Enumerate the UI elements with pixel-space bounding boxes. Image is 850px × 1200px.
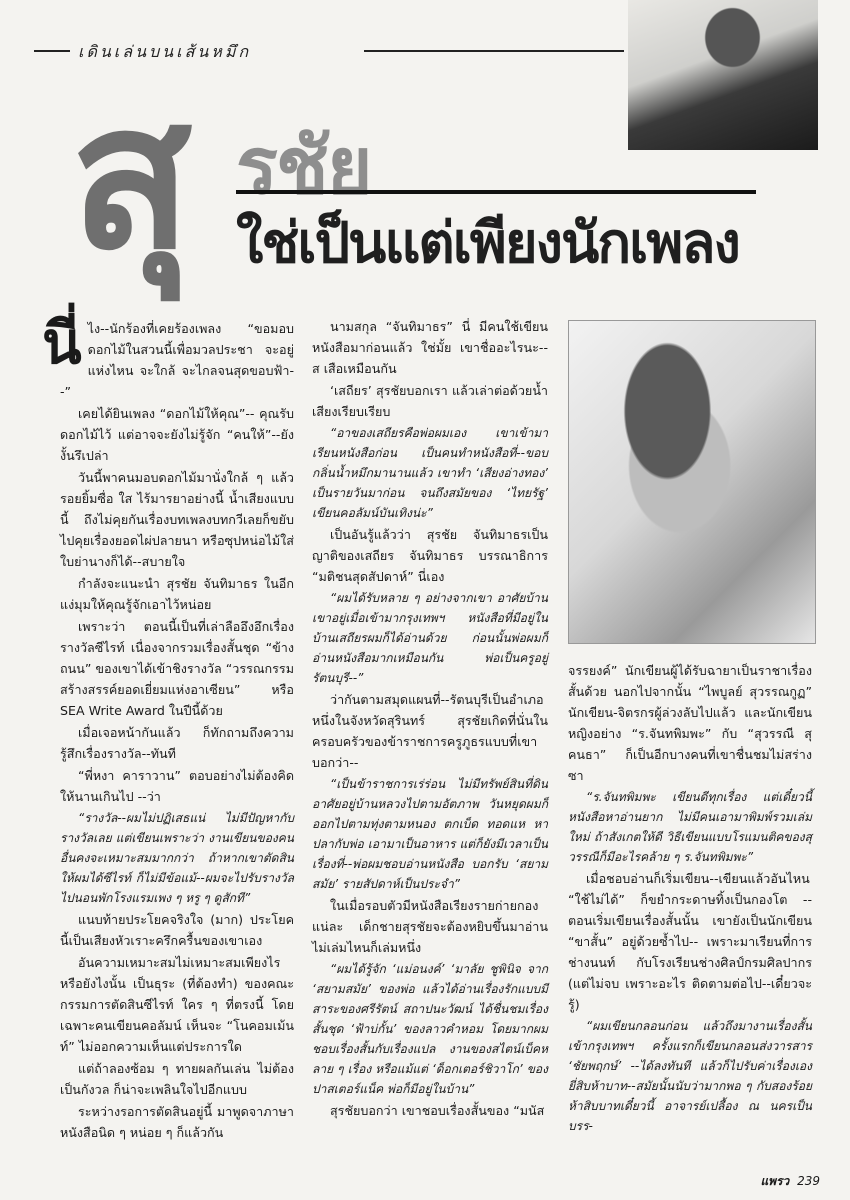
paragraph: ระหว่างรอการตัดสินอยู่นี้ มาพูดจาภาษาหนังสือนิด ๆ หน่อย ๆ ก็แล้วกัน [60, 1104, 294, 1140]
paragraph: เมื่อชอบอ่านก็เริ่มเขียน--เขียนแล้วอันไหน “ใช้ไม่ได้” ก็ขยำกระดาษทิ้งเป็นกองโต --ตอนเริ่มเขียนเรื่องสั้นนั้น เขายังเป็นนักเขียน “ขาสั้น” อยู่ด้วยซ้ำไป-- เพราะมาเรียนที่การช่างนนท์ กับโรงเรียนช่างศิลป์กรมศิลปากร (แต่ไม่จบ เพราะอะไร ติดตามต่อไป--เดี๋ยวจะรู้) [568, 871, 812, 1012]
quote-paragraph: “ร.จันทพิมพะ เขียนดีทุกเรื่อง แต่เดี๋ยวนี้หนังสือหาอ่านยาก ไม่มีคนเอามาพิมพ์รวมเล่มใหม่ ถ้าสังเกตให้ดี วิธีเขียนแบบโรแมนติคของสุวรรณีก็มีอะไรคล้าย ๆ ร.จันทพิมพะ” [568, 790, 812, 864]
title-line-1: รชัย [236, 122, 371, 212]
quote-paragraph: “อาของเสถียรคือพ่อผมเอง เขาเข้ามาเรียนหนังสือก่อน เป็นคนทำหนังสือที่--ขอบกลิ่นน้ำหมึกมานานแล้ว เขาทำ ‘เสียงอ่างทอง’ เป็นรายวันมาก่อน จนถึงสมัยของ ‘ไทยรัฐ’ เขียนคอลัมน์บันเทิงน่ะ” [312, 426, 548, 520]
paragraph: เพราะว่า ตอนนี้เป็นที่เล่าลืออึงอึกเรื่องรางวัลซีไรท์ เนื่องจากรวมเรื่องสั้นชุด “ข้างถนน” ของเขาได้เข้าชิงรางวัล “วรรณกรรมสร้างสรรค์ยอดเยี่ยมแห่งอาเซียน” หรือ SEA Write Award ในปีนี้ด้วย [60, 619, 294, 718]
paragraph: นามสกุล “จันทิมาธร” นี่ มีคนใช้เขียนหนังสือมาก่อนแล้ว ใช่มั้ย เขาชื่ออะไรนะ-- ส เสือเหมือนกัน [312, 319, 548, 376]
paragraph: เมื่อเจอหน้ากันแล้ว ก็ทักถามถึงความรู้สึกเรื่องรางวัล--ทันที [60, 725, 294, 761]
page-number: 239 [797, 1174, 820, 1188]
drop-cap: นี่ [42, 309, 82, 377]
paragraph: ว่ากันตามสมุดแผนที่--รัตนบุรีเป็นอำเภอหนึ่งในจังหวัดสุรินทร์ สุรชัยเกิดที่นั่นในครอบครัวของข้าราชการครูภูธรแบบที่เขาบอกว่า-- [312, 692, 548, 770]
title-rule [236, 190, 756, 194]
title-line-2: ใช่เป็นแต่เพียงนักเพลง [236, 211, 739, 276]
kicker-rule-left [34, 50, 70, 52]
column-kicker: เดินเล่นบนเส้นหมึก [78, 42, 252, 61]
paragraph: อันความเหมาะสมไม่เหมาะสมเพียงไรหรือยังไงนั้น เป็นธุระ (ที่ต้องทำ) ของคณะกรรมการตัดสินซีไรท์ ใคร ๆ ที่ตรงนี้ โดยเฉพาะคนเขียนคอลัมน์ เห็นจะ “โนคอมเม้นท์” ไม่ออกความเห็นแต่ประการใด [60, 955, 294, 1054]
title-big-letter: สุ [70, 61, 187, 294]
paragraph: วันนี้พาคนมอบดอกไม้มานั่งใกล้ ๆ แล้ว รอยยิ้มซื่อ ใส ไร้มารยาอย่างนี้ น้ำเสียงแบบนี้ ถึงไม่คุยกันเรื่องบทเพลงบทกวีเลยก็ขยับไปคุยเรื่องยอดไผ่ปลายนา หรือซุปหน่อไม้ใส่ใบย่านางก็ได้--สบายใจ [60, 470, 294, 569]
article-column-2 [312, 316, 548, 1122]
paragraph: ไง--นักร้องที่เคยร้องเพลง “ขอมอบดอกไม้ในสวนนี้เพื่อมวลประชา จะอยู่แห่งไหน จะใกล้ จะไกลจนสุดขอบฟ้า--” [60, 321, 294, 399]
magazine-name: แพรว [760, 1174, 790, 1188]
quote-paragraph: “ผมได้รับหลาย ๆ อย่างจากเขา อาศัยบ้านเขาอยู่เมื่อเข้ามากรุงเทพฯ หนังสือที่มีอยู่ในบ้านเสถียรผมก็ได้อ่านด้วย ก่อนนั้นพ่อผมก็อ่านหนังสือมากเหมือนกัน พ่อเป็นครูอยู่รัตนบุรี--” [312, 591, 548, 685]
paragraph: เป็นอันรู้แล้วว่า สุรชัย จันทิมาธรเป็นญาติของเสถียร จันทิมาธร บรรณาธิการ “มติชนสุดสัปดาห์” นี่เอง [312, 527, 548, 584]
quote-paragraph: “เป็นข้าราชการเร่ร่อน ไม่มีทรัพย์สินที่ดิน อาศัยอยู่บ้านหลวงไปตามอัตภาพ วันหยุดผมก็ออกไปตามทุ่งตามหนอง ตกเบ็ด ทอดแห หาปลากับพ่อ เอามาเป็นอาหาร แต่ก็ยังมีเวลาเป็นเรื่องที่--พ่อผมชอบอ่านหนังสือ บอกรับ ‘สยามสมัย’ รายสัปดาห์เป็นประจำ” [312, 777, 548, 891]
paragraph: กำลังจะแนะนำ สุรชัย จันทิมาธร ในอีกแง่มุมให้คุณรู้จักเอาไว้หน่อย [60, 576, 294, 612]
article-column-3 [568, 660, 812, 1137]
quote-paragraph: “ผมเขียนกลอนก่อน แล้วถึงมางานเรื่องสั้น เข้ากรุงเทพฯ ครั้งแรกก็เขียนกลอนส่งวารสาร ‘ชัยพฤกษ์’ --ได้ลงทันที แล้วก็ไปรับค่าเรื่องเองยี่สิบห้าบาท--สมัยนั้นนับว่ามากพอ ๆ กับสองร้อยห้าสิบบาทเดี๋ยวนี้ อาจารย์เปลื้อง ณ นครเป็นบรร- [568, 1019, 812, 1133]
paragraph: แนบท้ายประโยคจริงใจ (มาก) ประโยคนี้เป็นเสียงหัวเราะครึกครื้นของเขาเอง [60, 912, 294, 948]
portrait-photo-guitar [628, 0, 818, 150]
quote-paragraph: “ผมได้รู้จัก ‘แม่อนงค์’ ‘มาลัย ชูพินิจ จาก ‘สยามสมัย’ ของพ่อ แล้วได้อ่านเรื่องรักแบบมีสาระของศรีรัตน์ สถาปนะวัฒน์ ได้ชื่นชมเรื่องสั้นชุด ‘ฟ้าบ่กั้น’ ของลาวคำหอม โดยมากผมชอบเรื่องสั้นกับเรื่องแปล งานของสไตน์เบ็คหลาย ๆ เรื่อง หรือแม้แต่ ‘ด็อกเตอร์ชิวาโก’ ของปาสเตอร์แน็ค พ่อก็มีอยู่ในบ้าน” [312, 962, 548, 1096]
paragraph: แต่ถ้าลองซ้อม ๆ ทายผลกันเล่น ไม่ต้องเป็นกังวล ก็น่าจะเพลินใจไปอีกแบบ [60, 1061, 294, 1097]
article-column-1 [42, 309, 294, 1144]
paragraph: ‘เสถียร’ สุรชัยบอกเรา แล้วเล่าต่อด้วยน้ำเสียงเรียบเรียบ [312, 383, 548, 419]
kicker-row [34, 40, 624, 60]
page-footer [760, 1172, 820, 1191]
quote-paragraph: “รางวัล--ผมไม่ปฏิเสธแน่ ไม่มีปัญหากับรางวัลเลย แต่เขียนเพราะว่า งานเขียนของคนอื่นคงจะเหมาะสมมากกว่า ถ้าหากเขาตัดสินให้ผมได้ซีไรท์ ก็ไม่มีข้อแม้--ผมจะไปรับรางวัล ไปนอนพักโรงแรมเพง ๆ หรู ๆ ดูสักที” [60, 811, 294, 905]
portrait-photo-smiling [568, 320, 816, 644]
paragraph: สุรชัยบอกว่า เขาชอบเรื่องสั้นของ “มนัส [330, 1103, 545, 1118]
paragraph: ในเมื่อรอบตัวมีหนังสือเรียงรายก่ายกองแน่ละ เด็กชายสุรชัยจะต้องหยิบขึ้นมาอ่านไม่เล่มไหนก็เล่มหนึ่ง [312, 898, 548, 955]
paragraph: จรรยงค์” นักเขียนผู้ได้รับฉายาเป็นราชาเรื่องสั้นด้วย นอกไปจากนั้น “ไพบูลย์ สุวรรณกูฏ” นักเขียน-จิตรกรผู้ล่วงลับไปแล้ว และนักเขียนหญิงอย่าง “ร.จันทพิมพะ” กับ “สุวรรณี สุคนธา” ก็เป็นอีกบางคนที่เขาชื่นชมไม่สร่างซา [568, 663, 812, 783]
paragraph: เคยได้ยินเพลง “ดอกไม้ให้คุณ”-- คุณรับดอกไม้ไว้ แต่อาจจะยังไม่รู้จัก “คนให้”--ยังงั้นรึเปล่า [60, 406, 294, 463]
paragraph: “พี่หงา คาราวาน” ตอบอย่างไม่ต้องคิดให้นานเกินไป --ว่า [60, 768, 294, 804]
kicker-rule-right [364, 50, 624, 52]
